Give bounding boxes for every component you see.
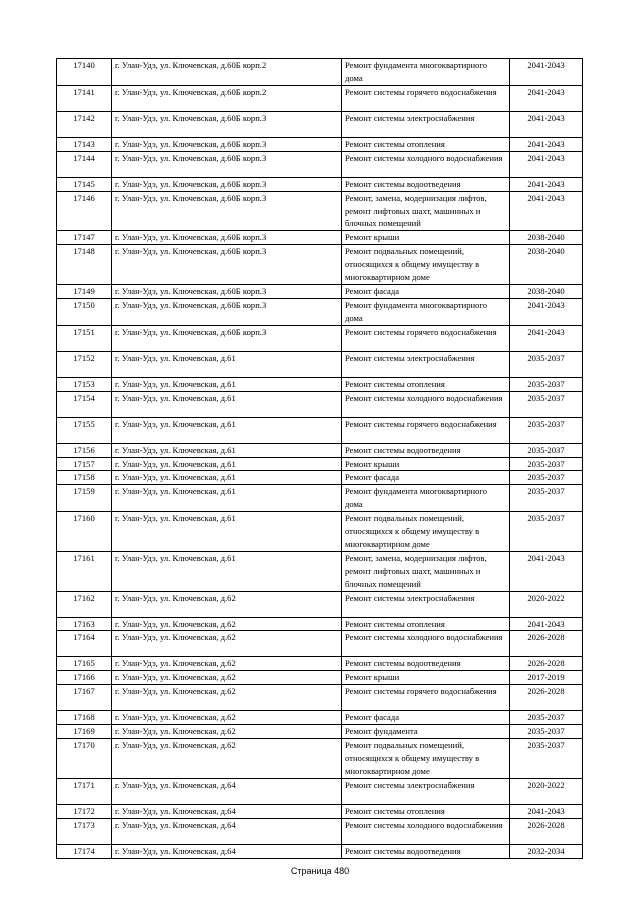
row-years: 2026-2028 <box>510 818 583 844</box>
row-address: г. Улан-Удэ, ул. Ключевская, д.62 <box>112 685 342 711</box>
row-number: 17173 <box>57 818 112 844</box>
row-address: г. Улан-Удэ, ул. Ключевская, д.60Б корп.3 <box>112 231 342 245</box>
row-number: 17158 <box>57 471 112 485</box>
row-work-type: Ремонт системы электроснабжения <box>342 591 510 617</box>
row-number: 17144 <box>57 151 112 177</box>
row-number: 17174 <box>57 844 112 858</box>
row-address: г. Улан-Удэ, ул. Ключевская, д.60Б корп.3 <box>112 177 342 191</box>
row-work-type: Ремонт системы водоотведения <box>342 657 510 671</box>
row-number: 17140 <box>57 59 112 86</box>
table-row <box>57 457 583 471</box>
table-body <box>57 59 583 859</box>
row-years: 2035-2037 <box>510 725 583 739</box>
row-years: 2035-2037 <box>510 457 583 471</box>
table-row <box>57 151 583 177</box>
row-address: г. Улан-Удэ, ул. Ключевская, д.60Б корп.3 <box>112 151 342 177</box>
row-work-type: Ремонт системы электроснабжения <box>342 778 510 804</box>
row-number: 17148 <box>57 245 112 285</box>
row-address: г. Улан-Удэ, ул. Ключевская, д.60Б корп.3 <box>112 284 342 298</box>
table-row <box>57 284 583 298</box>
row-work-type: Ремонт крыши <box>342 457 510 471</box>
row-years: 2041-2043 <box>510 804 583 818</box>
table-row <box>57 739 583 779</box>
row-address: г. Улан-Удэ, ул. Ключевская, д.60Б корп.3 <box>112 137 342 151</box>
table-row <box>57 298 583 325</box>
repair-schedule-table <box>56 58 583 859</box>
row-years: 2041-2043 <box>510 85 583 111</box>
row-address: г. Улан-Удэ, ул. Ключевская, д.64 <box>112 818 342 844</box>
row-number: 17160 <box>57 512 112 552</box>
table-row <box>57 351 583 377</box>
row-number: 17164 <box>57 631 112 657</box>
table-row <box>57 377 583 391</box>
row-years: 2026-2028 <box>510 631 583 657</box>
row-years: 2038-2040 <box>510 231 583 245</box>
row-address: г. Улан-Удэ, ул. Ключевская, д.60Б корп.3 <box>112 245 342 285</box>
row-years: 2035-2037 <box>510 512 583 552</box>
row-address: г. Улан-Удэ, ул. Ключевская, д.62 <box>112 671 342 685</box>
row-address: г. Улан-Удэ, ул. Ключевская, д.61 <box>112 351 342 377</box>
row-years: 2020-2022 <box>510 591 583 617</box>
row-number: 17163 <box>57 617 112 631</box>
row-work-type: Ремонт системы отопления <box>342 377 510 391</box>
table-row <box>57 231 583 245</box>
page-footer: Страница 480 <box>290 866 350 876</box>
row-years: 2035-2037 <box>510 485 583 512</box>
row-address: г. Улан-Удэ, ул. Ключевская, д.60Б корп.2 <box>112 59 342 86</box>
table-row <box>57 711 583 725</box>
row-years: 2017-2019 <box>510 671 583 685</box>
row-address: г. Улан-Удэ, ул. Ключевская, д.61 <box>112 391 342 417</box>
row-years: 2038-2040 <box>510 284 583 298</box>
row-work-type: Ремонт системы отопления <box>342 804 510 818</box>
row-years: 2041-2043 <box>510 111 583 137</box>
table-row <box>57 512 583 552</box>
table-row <box>57 485 583 512</box>
row-address: г. Улан-Удэ, ул. Ключевская, д.62 <box>112 631 342 657</box>
row-number: 17150 <box>57 298 112 325</box>
row-address: г. Улан-Удэ, ул. Ключевская, д.61 <box>112 485 342 512</box>
row-number: 17172 <box>57 804 112 818</box>
row-address: г. Улан-Удэ, ул. Ключевская, д.61 <box>112 471 342 485</box>
row-work-type: Ремонт подвальных помещений, относящихся к общему имуществу в многоквартирном доме <box>342 245 510 285</box>
table-row <box>57 177 583 191</box>
row-work-type: Ремонт системы электроснабжения <box>342 351 510 377</box>
row-years: 2026-2028 <box>510 657 583 671</box>
row-address: г. Улан-Удэ, ул. Ключевская, д.61 <box>112 551 342 591</box>
row-work-type: Ремонт, замена, модернизация лифтов, ремонт лифтовых шахт, машинных и блочных помещений <box>342 551 510 591</box>
row-number: 17151 <box>57 325 112 351</box>
table-row <box>57 471 583 485</box>
row-years: 2041-2043 <box>510 177 583 191</box>
table-row <box>57 417 583 443</box>
row-work-type: Ремонт фундамента многоквартирного дома <box>342 298 510 325</box>
row-address: г. Улан-Удэ, ул. Ключевская, д.61 <box>112 417 342 443</box>
row-years: 2032-2034 <box>510 844 583 858</box>
row-number: 17155 <box>57 417 112 443</box>
row-number: 17165 <box>57 657 112 671</box>
row-number: 17153 <box>57 377 112 391</box>
row-number: 17157 <box>57 457 112 471</box>
row-work-type: Ремонт системы водоотведения <box>342 177 510 191</box>
table-row <box>57 137 583 151</box>
table-row <box>57 391 583 417</box>
row-years: 2041-2043 <box>510 191 583 231</box>
row-work-type: Ремонт фасада <box>342 471 510 485</box>
row-address: г. Улан-Удэ, ул. Ключевская, д.61 <box>112 512 342 552</box>
row-number: 17161 <box>57 551 112 591</box>
table-row <box>57 85 583 111</box>
row-number: 17159 <box>57 485 112 512</box>
table-row <box>57 443 583 457</box>
table-row <box>57 631 583 657</box>
row-years: 2041-2043 <box>510 325 583 351</box>
row-years: 2041-2043 <box>510 137 583 151</box>
table-row <box>57 671 583 685</box>
table-row <box>57 778 583 804</box>
table-row <box>57 617 583 631</box>
row-address: г. Улан-Удэ, ул. Ключевская, д.60Б корп.3 <box>112 111 342 137</box>
row-work-type: Ремонт системы отопления <box>342 137 510 151</box>
row-work-type: Ремонт системы холодного водоснабжения <box>342 391 510 417</box>
row-work-type: Ремонт системы водоотведения <box>342 443 510 457</box>
row-address: г. Улан-Удэ, ул. Ключевская, д.60Б корп.3 <box>112 191 342 231</box>
row-work-type: Ремонт системы горячего водоснабжения <box>342 417 510 443</box>
row-work-type: Ремонт крыши <box>342 231 510 245</box>
row-number: 17152 <box>57 351 112 377</box>
row-years: 2035-2037 <box>510 443 583 457</box>
table-row <box>57 657 583 671</box>
row-work-type: Ремонт фасада <box>342 711 510 725</box>
row-years: 2038-2040 <box>510 245 583 285</box>
row-work-type: Ремонт подвальных помещений, относящихся к общему имуществу в многоквартирном доме <box>342 739 510 779</box>
row-number: 17146 <box>57 191 112 231</box>
row-address: г. Улан-Удэ, ул. Ключевская, д.62 <box>112 711 342 725</box>
table-row <box>57 818 583 844</box>
row-work-type: Ремонт крыши <box>342 671 510 685</box>
row-address: г. Улан-Удэ, ул. Ключевская, д.62 <box>112 725 342 739</box>
row-address: г. Улан-Удэ, ул. Ключевская, д.64 <box>112 804 342 818</box>
table-row <box>57 844 583 858</box>
row-address: г. Улан-Удэ, ул. Ключевская, д.61 <box>112 443 342 457</box>
row-number: 17168 <box>57 711 112 725</box>
table-row <box>57 59 583 86</box>
row-years: 2026-2028 <box>510 685 583 711</box>
row-number: 17145 <box>57 177 112 191</box>
row-address: г. Улан-Удэ, ул. Ключевская, д.64 <box>112 778 342 804</box>
row-number: 17169 <box>57 725 112 739</box>
row-number: 17149 <box>57 284 112 298</box>
row-address: г. Улан-Удэ, ул. Ключевская, д.62 <box>112 591 342 617</box>
table-row <box>57 245 583 285</box>
table-row <box>57 325 583 351</box>
row-work-type: Ремонт, замена, модернизация лифтов, ремонт лифтовых шахт, машинных и блочных помещений <box>342 191 510 231</box>
row-number: 17142 <box>57 111 112 137</box>
row-address: г. Улан-Удэ, ул. Ключевская, д.60Б корп.2 <box>112 85 342 111</box>
row-years: 2035-2037 <box>510 351 583 377</box>
row-years: 2035-2037 <box>510 377 583 391</box>
row-years: 2041-2043 <box>510 298 583 325</box>
row-work-type: Ремонт фундамента многоквартирного дома <box>342 59 510 86</box>
row-years: 2035-2037 <box>510 471 583 485</box>
row-years: 2035-2037 <box>510 739 583 779</box>
row-address: г. Улан-Удэ, ул. Ключевская, д.62 <box>112 617 342 631</box>
table-row <box>57 685 583 711</box>
row-number: 17166 <box>57 671 112 685</box>
table-row <box>57 591 583 617</box>
row-work-type: Ремонт фундамента <box>342 725 510 739</box>
row-address: г. Улан-Удэ, ул. Ключевская, д.62 <box>112 739 342 779</box>
row-number: 17143 <box>57 137 112 151</box>
table-row <box>57 804 583 818</box>
row-years: 2041-2043 <box>510 59 583 86</box>
row-number: 17171 <box>57 778 112 804</box>
table-row <box>57 725 583 739</box>
row-years: 2041-2043 <box>510 151 583 177</box>
row-years: 2035-2037 <box>510 391 583 417</box>
row-work-type: Ремонт системы горячего водоснабжения <box>342 85 510 111</box>
row-years: 2035-2037 <box>510 711 583 725</box>
row-address: г. Улан-Удэ, ул. Ключевская, д.60Б корп.3 <box>112 298 342 325</box>
row-number: 17162 <box>57 591 112 617</box>
row-work-type: Ремонт фундамента многоквартирного дома <box>342 485 510 512</box>
row-number: 17156 <box>57 443 112 457</box>
row-work-type: Ремонт фасада <box>342 284 510 298</box>
row-address: г. Улан-Удэ, ул. Ключевская, д.61 <box>112 457 342 471</box>
row-work-type: Ремонт системы холодного водоснабжения <box>342 818 510 844</box>
row-address: г. Улан-Удэ, ул. Ключевская, д.60Б корп.3 <box>112 325 342 351</box>
row-work-type: Ремонт системы водоотведения <box>342 844 510 858</box>
row-number: 17167 <box>57 685 112 711</box>
row-number: 17154 <box>57 391 112 417</box>
row-number: 17147 <box>57 231 112 245</box>
row-address: г. Улан-Удэ, ул. Ключевская, д.64 <box>112 844 342 858</box>
table-row <box>57 111 583 137</box>
row-work-type: Ремонт системы электроснабжения <box>342 111 510 137</box>
row-address: г. Улан-Удэ, ул. Ключевская, д.61 <box>112 377 342 391</box>
row-number: 17170 <box>57 739 112 779</box>
row-years: 2041-2043 <box>510 617 583 631</box>
row-work-type: Ремонт системы холодного водоснабжения <box>342 631 510 657</box>
row-work-type: Ремонт системы горячего водоснабжения <box>342 325 510 351</box>
row-years: 2041-2043 <box>510 551 583 591</box>
row-work-type: Ремонт системы отопления <box>342 617 510 631</box>
row-work-type: Ремонт подвальных помещений, относящихся к общему имуществу в многоквартирном доме <box>342 512 510 552</box>
row-work-type: Ремонт системы горячего водоснабжения <box>342 685 510 711</box>
row-years: 2035-2037 <box>510 417 583 443</box>
row-number: 17141 <box>57 85 112 111</box>
table-row <box>57 191 583 231</box>
row-years: 2020-2022 <box>510 778 583 804</box>
row-work-type: Ремонт системы холодного водоснабжения <box>342 151 510 177</box>
row-address: г. Улан-Удэ, ул. Ключевская, д.62 <box>112 657 342 671</box>
table-row <box>57 551 583 591</box>
